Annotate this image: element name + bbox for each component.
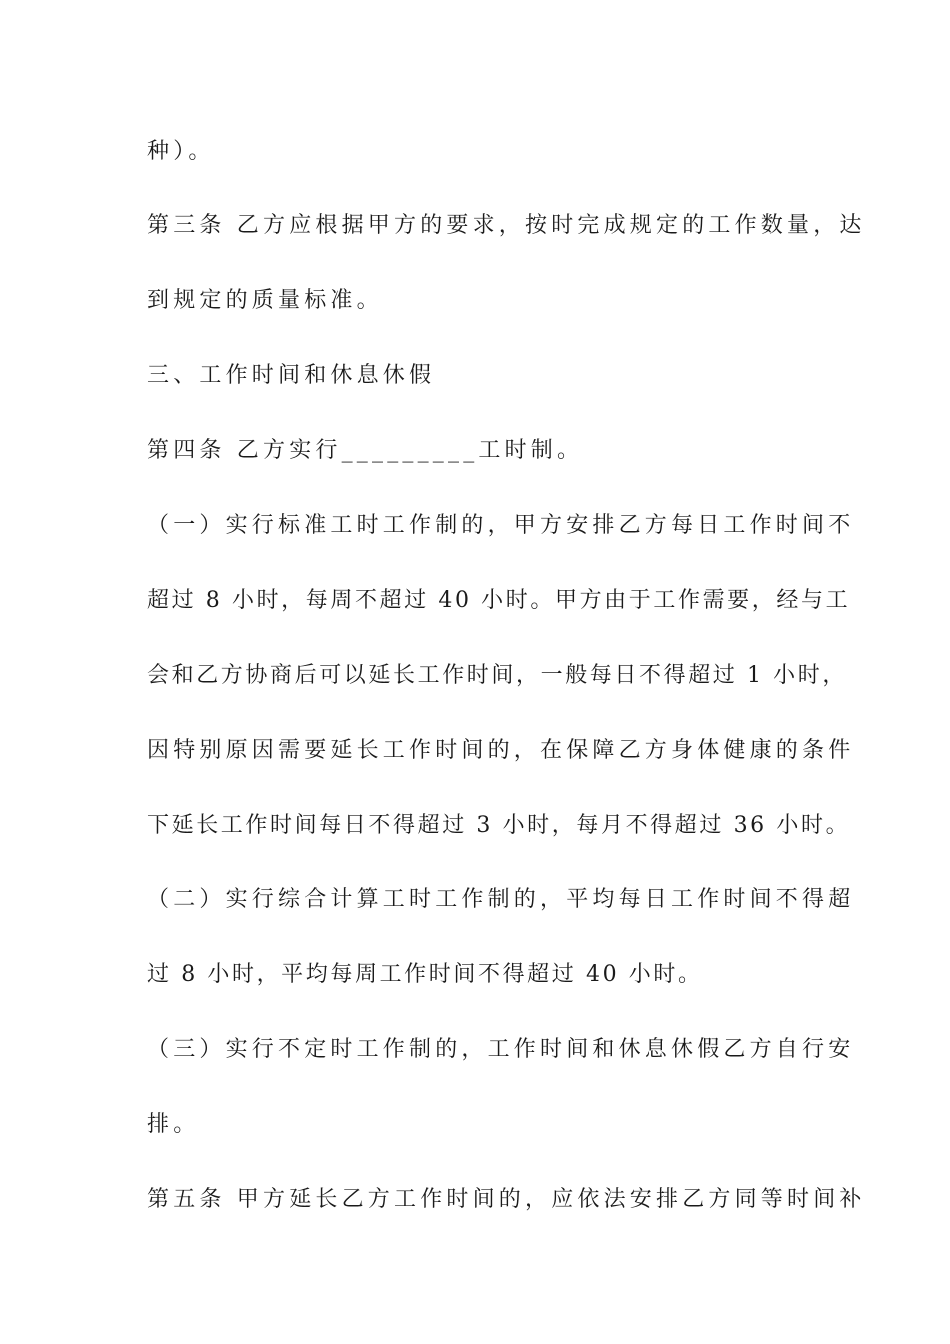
text-line-1: 种）。 [147,139,215,164]
text-line-3: 到规定的质量标准。 [147,288,383,313]
text-line-14: 排。 [147,1112,200,1137]
text-line-15: 第五条 甲方延长乙方工作时间的，应依法安排乙方同等时间补 [147,1187,866,1212]
text-line-8: 会和乙方协商后可以延长工作时间，一般每日不得超过 1 小时， [147,663,847,688]
section-heading: 三、工作时间和休息休假 [147,363,436,388]
text-line-2: 第三条 乙方应根据甲方的要求，按时完成规定的工作数量，达 [147,213,866,238]
text-line-6: （一）实行标准工时工作制的，甲方安排乙方每日工作时间不 [147,513,855,538]
text-line-5: 第四条 乙方实行_________工时制。 [147,438,584,463]
text-line-11: （二）实行综合计算工时工作制的，平均每日工作时间不得超 [147,887,855,912]
text-line-12: 过 8 小时，平均每周工作时间不得超过 40 小时。 [147,962,703,987]
text-line-13: （三）实行不定时工作制的，工作时间和休息休假乙方自行安 [147,1037,855,1062]
text-line-7: 超过 8 小时，每周不超过 40 小时。甲方由于工作需要，经与工 [147,588,851,613]
text-line-10: 下延长工作时间每日不得超过 3 小时，每月不得超过 36 小时。 [147,813,851,838]
text-line-9: 因特别原因需要延长工作时间的，在保障乙方身体健康的条件 [147,738,855,763]
